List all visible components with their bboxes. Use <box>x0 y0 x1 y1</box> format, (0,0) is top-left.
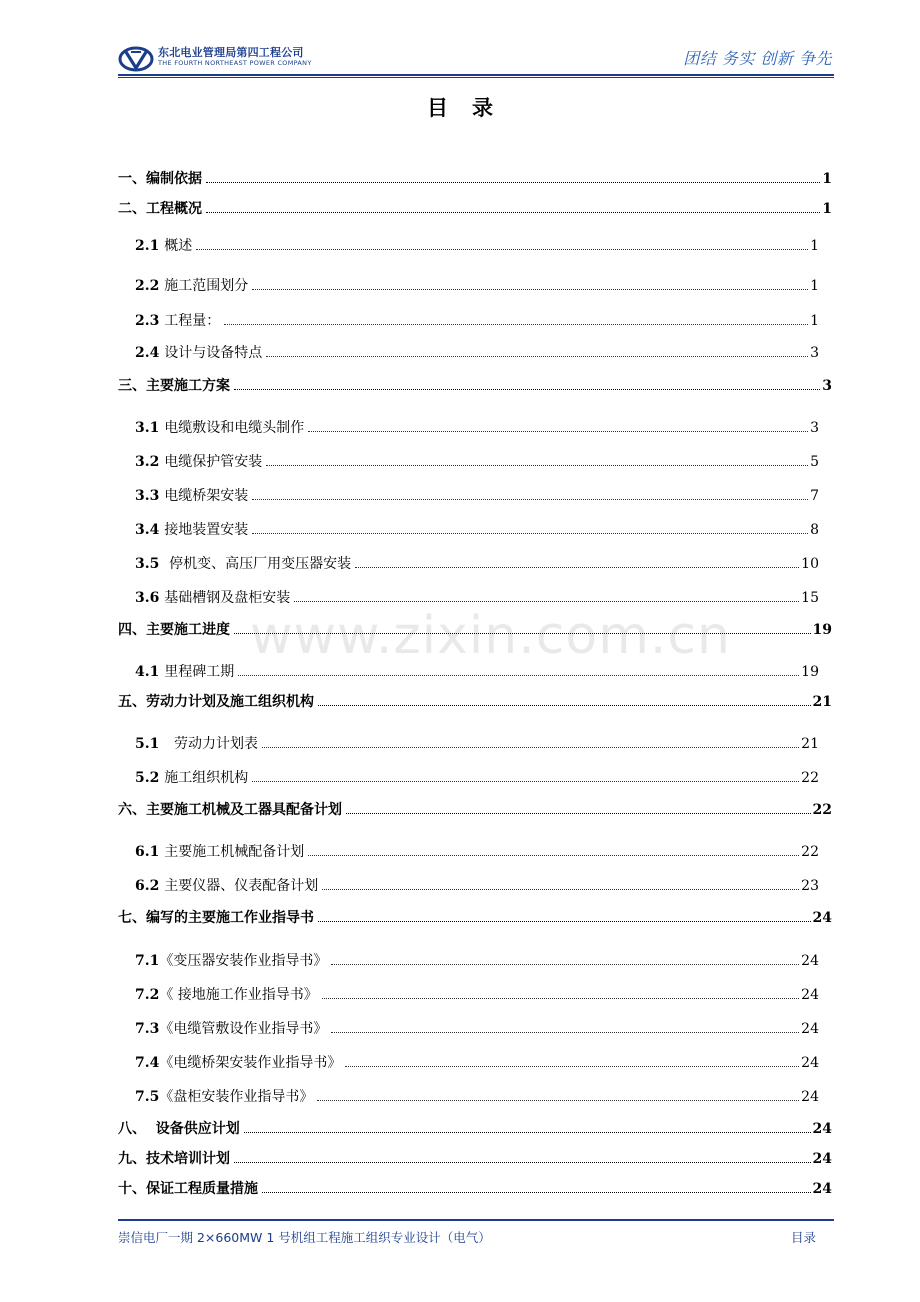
toc-dot-leader <box>294 601 799 602</box>
toc-dot-leader <box>331 1032 799 1033</box>
toc-entry-number: 三、 <box>118 378 146 394</box>
toc-entry-number: 3.4 <box>135 522 165 538</box>
toc-entry[interactable] <box>135 235 819 255</box>
toc-entry-page: 24 <box>812 1151 832 1167</box>
company-name-cn: 东北电业管理局第四工程公司 <box>158 46 304 59</box>
toc-entry-number: 八、 <box>118 1121 156 1137</box>
toc-entry-page: 3 <box>810 420 819 436</box>
toc-entry-label: 设计与设备特点 <box>164 345 263 361</box>
toc-entry-label: 工程量： <box>164 313 221 329</box>
toc-entry-page: 24 <box>801 1055 819 1071</box>
toc-entry-label: 主要施工进度 <box>146 622 230 638</box>
toc-entry-label: 停机变、高压厂用变压器安装 <box>169 556 352 572</box>
toc-entry-number: 七、 <box>118 910 146 926</box>
toc-entry-label: 《 接地施工作业指导书》 <box>159 987 318 1003</box>
toc-entry[interactable] <box>135 1018 819 1038</box>
toc-entry-page: 1 <box>822 171 832 187</box>
toc-entry-label: 概述 <box>164 238 193 254</box>
toc-entry-page: 24 <box>812 1181 832 1197</box>
toc-dot-leader <box>238 675 799 676</box>
toc-dot-leader <box>206 212 820 213</box>
toc-dot-leader <box>244 1132 811 1133</box>
toc-entry-number: 5.2 <box>135 770 165 786</box>
toc-dot-leader <box>345 1066 799 1067</box>
page-title: 目录 <box>427 96 517 120</box>
toc-entry-number: 十、 <box>118 1181 146 1197</box>
toc-entry-number: 四、 <box>118 622 146 638</box>
toc-entry-label: 基础槽钢及盘柜安装 <box>164 590 291 606</box>
company-name <box>158 46 312 68</box>
toc-entry-label: 《盘柜安装作业指导书》 <box>159 1089 314 1105</box>
toc-entry-number: 2.2 <box>135 278 165 294</box>
toc-entry[interactable] <box>135 519 819 539</box>
toc-entry-page: 22 <box>801 844 819 860</box>
toc-entry-number: 6.2 <box>135 878 165 894</box>
toc-entry[interactable] <box>135 342 819 362</box>
toc-entry[interactable] <box>135 841 819 861</box>
toc-entry-label: 编写的主要施工作业指导书 <box>146 910 314 926</box>
toc-dot-leader <box>196 249 808 250</box>
toc-entry[interactable] <box>135 310 819 330</box>
toc-dot-leader <box>317 1100 799 1101</box>
toc-entry[interactable] <box>118 1148 832 1168</box>
toc-entry-number: 6.1 <box>135 844 165 860</box>
toc-entry-label: 施工组织机构 <box>164 770 249 786</box>
toc-entry[interactable] <box>118 1178 832 1198</box>
toc-entry[interactable] <box>135 275 819 295</box>
toc-entry-label: 接地装置安装 <box>164 522 249 538</box>
toc-entry-page: 22 <box>801 770 819 786</box>
toc-entry-number: 五、 <box>118 694 146 710</box>
toc-entry-page: 19 <box>801 664 819 680</box>
toc-entry-label: 主要仪器、仪表配备计划 <box>164 878 319 894</box>
toc-dot-leader <box>355 567 799 568</box>
toc-entry-page: 7 <box>810 488 819 504</box>
toc-dot-leader <box>252 499 808 500</box>
toc-entry-number: 3.3 <box>135 488 165 504</box>
toc-dot-leader <box>252 533 808 534</box>
toc-entry-label: 保证工程质量措施 <box>146 1181 258 1197</box>
toc-entry-number: 一、 <box>118 171 146 187</box>
toc-dot-leader <box>262 747 799 748</box>
toc-entry-number: 六、 <box>118 802 146 818</box>
toc-entry-label: 施工范围划分 <box>164 278 249 294</box>
toc-entry-label: 主要施工机械及工器具配备计划 <box>146 802 342 818</box>
toc-entry-number: 2.3 <box>135 313 165 329</box>
toc-entry-page: 1 <box>810 278 819 294</box>
toc-entry-number: 3.1 <box>135 420 165 436</box>
toc-entry-page: 1 <box>810 313 819 329</box>
toc-entry-page: 21 <box>801 736 819 752</box>
toc-entry-page: 24 <box>801 953 819 969</box>
toc-entry-number: 7.1 <box>135 953 160 969</box>
toc-entry-number: 5.1 <box>135 736 174 752</box>
toc-dot-leader <box>331 964 799 965</box>
company-name-en: THE FOURTH NORTHEAST POWER COMPANY <box>158 59 312 67</box>
toc-entry-label: 里程碑工期 <box>164 664 235 680</box>
toc-entry[interactable] <box>135 451 819 471</box>
toc-entry[interactable] <box>135 875 819 895</box>
toc-dot-leader <box>252 289 808 290</box>
toc-entry-label: 技术培训计划 <box>146 1151 230 1167</box>
toc-entry-label: 工程概况 <box>146 201 202 217</box>
toc-entry[interactable] <box>135 733 819 753</box>
footer-divider <box>118 1219 834 1221</box>
toc-dot-leader <box>322 889 799 890</box>
toc-entry[interactable] <box>118 907 832 927</box>
toc-entry-number: 2.4 <box>135 345 165 361</box>
toc-dot-leader <box>266 465 808 466</box>
toc-dot-leader <box>318 921 811 922</box>
toc-entry[interactable] <box>135 417 819 437</box>
toc-entry[interactable] <box>118 691 832 711</box>
toc-entry-page: 24 <box>812 910 832 926</box>
header-divider <box>118 74 834 76</box>
toc-entry[interactable] <box>135 485 819 505</box>
toc-dot-leader <box>262 1192 811 1193</box>
toc-dot-leader <box>308 431 808 432</box>
toc-dot-leader <box>322 998 799 999</box>
toc-entry-number: 7.5 <box>135 1089 160 1105</box>
toc-entry-number: 7.4 <box>135 1055 160 1071</box>
toc-entry-label: 劳动力计划及施工组织机构 <box>146 694 314 710</box>
toc-entry-page: 1 <box>822 201 832 217</box>
toc-entry[interactable] <box>118 799 832 819</box>
toc-entry[interactable] <box>118 375 832 395</box>
toc-entry-page: 24 <box>801 1089 819 1105</box>
toc-entry[interactable] <box>135 587 819 607</box>
toc-entry-label: 编制依据 <box>146 171 202 187</box>
toc-entry[interactable] <box>135 1086 819 1106</box>
toc-dot-leader <box>346 813 811 814</box>
toc-entry-number: 2.1 <box>135 238 165 254</box>
toc-entry-page: 1 <box>810 238 819 254</box>
footer-document-title: 崇信电厂一期 2×660MW 1 号机组工程施工组织专业设计（电气） <box>118 1230 491 1245</box>
toc-entry-page: 23 <box>801 878 819 894</box>
toc-entry-page: 5 <box>810 454 819 470</box>
toc-dot-leader <box>234 389 820 390</box>
toc-entry-page: 24 <box>801 987 819 1003</box>
toc-dot-leader <box>318 705 811 706</box>
watermark: www.zixin.com.cn <box>250 606 731 666</box>
toc-entry[interactable] <box>135 1052 819 1072</box>
toc-entry-page: 24 <box>812 1121 832 1137</box>
toc-entry[interactable] <box>118 168 832 188</box>
toc-dot-leader <box>206 182 820 183</box>
toc-entry-label: 电缆桥架安装 <box>164 488 249 504</box>
footer-section-label: 目录 <box>790 1230 816 1245</box>
toc-entry-label: 电缆敷设和电缆头制作 <box>164 420 305 436</box>
toc-entry-label: 主要施工机械配备计划 <box>164 844 305 860</box>
toc-entry-number: 3.2 <box>135 454 165 470</box>
toc-entry-number: 4.1 <box>135 664 165 680</box>
toc-entry-label: 电缆保护管安装 <box>164 454 263 470</box>
toc-entry-number: 7.3 <box>135 1021 160 1037</box>
toc-entry-label: 《变压器安装作业指导书》 <box>159 953 328 969</box>
toc-entry-label: 《电缆桥架安装作业指导书》 <box>159 1055 342 1071</box>
toc-entry-page: 3 <box>822 378 832 394</box>
toc-entry[interactable] <box>118 1118 832 1138</box>
toc-dot-leader <box>252 781 799 782</box>
toc-entry-page: 19 <box>812 622 832 638</box>
header-divider-thin <box>118 77 834 78</box>
toc-entry-page: 21 <box>812 694 832 710</box>
company-logo-icon <box>118 46 154 72</box>
toc-entry[interactable] <box>135 553 819 573</box>
toc-entry-number: 二、 <box>118 201 146 217</box>
toc-entry-label: 《电缆管敷设作业指导书》 <box>159 1021 328 1037</box>
toc-entry-page: 10 <box>801 556 819 572</box>
company-slogan: 团结 务实 创新 争先 <box>683 49 832 68</box>
toc-dot-leader <box>308 855 799 856</box>
toc-entry-number: 3.5 <box>135 556 170 572</box>
toc-entry-number: 3.6 <box>135 590 165 606</box>
toc-entry-page: 3 <box>810 345 819 361</box>
page-header <box>118 40 834 76</box>
toc-entry-number: 7.2 <box>135 987 160 1003</box>
toc-entry[interactable] <box>135 984 819 1004</box>
toc-entry-label: 劳动力计划表 <box>173 736 258 752</box>
toc-dot-leader <box>224 324 808 325</box>
toc-entry-label: 设备供应计划 <box>155 1121 240 1137</box>
toc-entry-page: 8 <box>810 522 819 538</box>
toc-entry-label: 主要施工方案 <box>146 378 230 394</box>
toc-entry[interactable] <box>135 950 819 970</box>
toc-entry-page: 22 <box>812 802 832 818</box>
toc-entry-number: 九、 <box>118 1151 146 1167</box>
toc-dot-leader <box>234 1162 811 1163</box>
toc-entry-page: 24 <box>801 1021 819 1037</box>
toc-entry-page: 15 <box>801 590 819 606</box>
toc-dot-leader <box>266 356 808 357</box>
toc-entry[interactable] <box>118 198 832 218</box>
toc-entry[interactable] <box>135 767 819 787</box>
